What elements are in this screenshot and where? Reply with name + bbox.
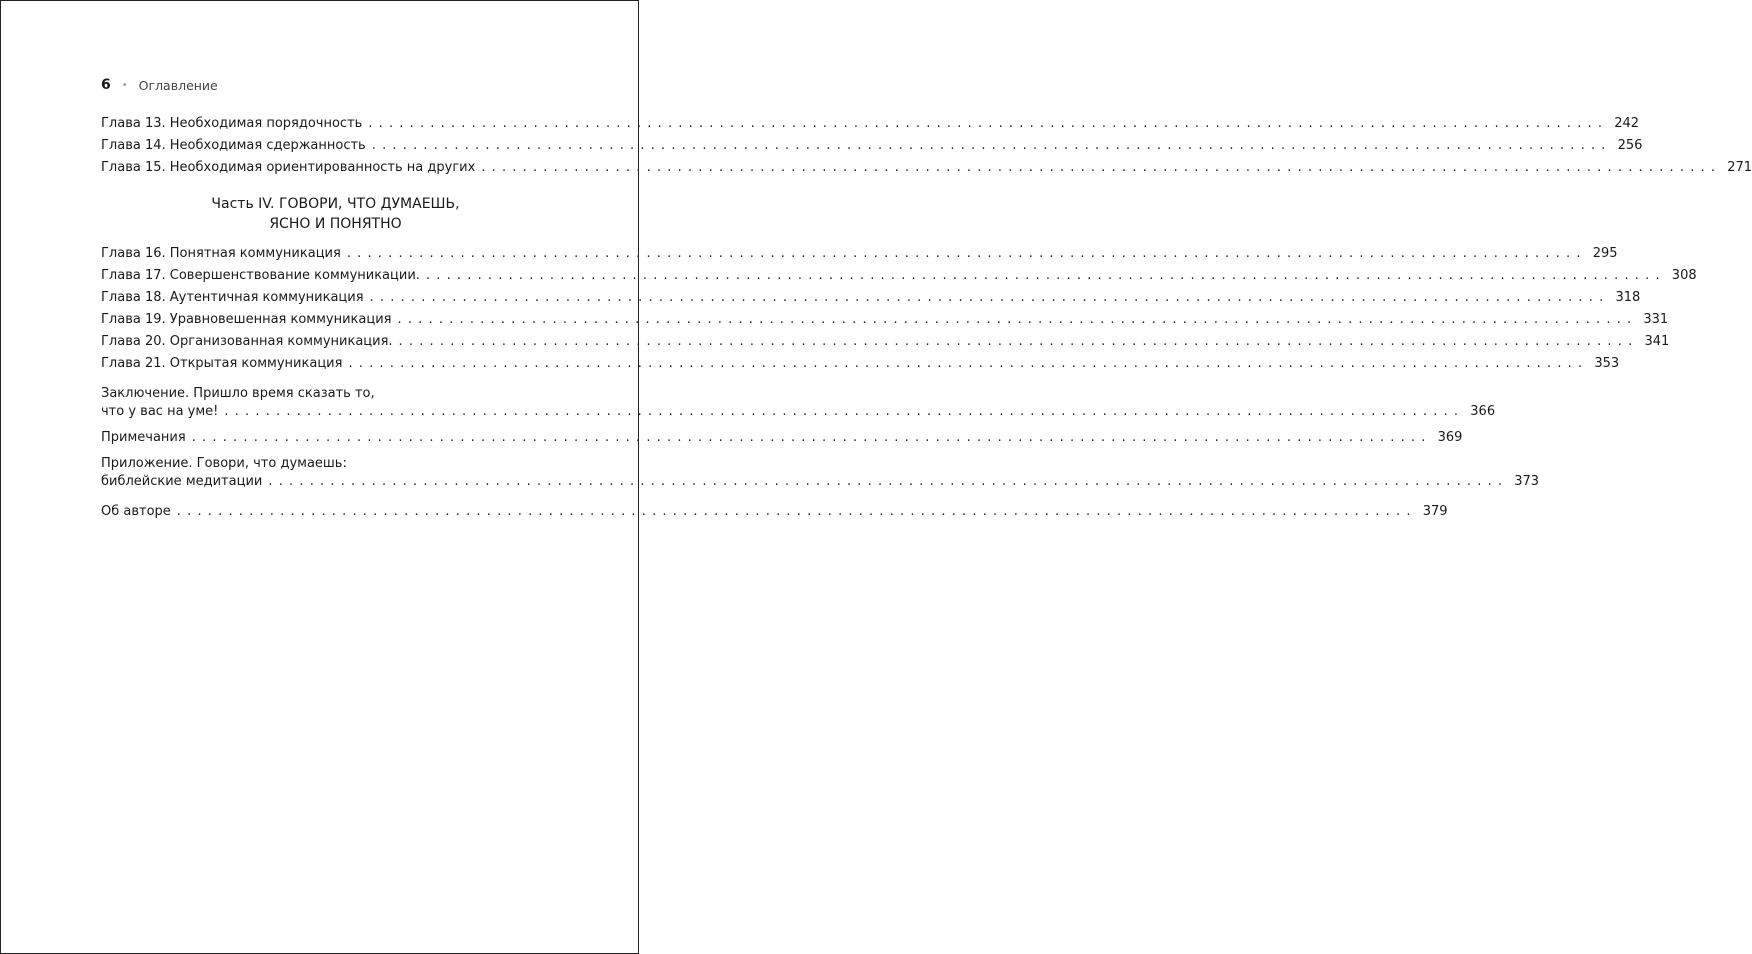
toc-entry-page: 373 [1514, 474, 1540, 489]
dot-leader: ........................................................................................................................ [368, 116, 1609, 131]
dot-leader: ........................................................................................................................ [371, 138, 1612, 153]
dot-leader: ........................................................................................................................ [224, 404, 1465, 419]
dot-leader: ........................................................................................................................ [398, 334, 1639, 349]
toc-entry-label: библейские медитации [101, 474, 263, 489]
toc-entry-page: 366 [1470, 404, 1496, 419]
toc-entry-appendix[interactable] [101, 471, 1540, 493]
dot-leader: ........................................................................................................................ [481, 160, 1722, 175]
toc-entry-ch17[interactable] [101, 265, 1697, 287]
toc-entry-page: 341 [1644, 334, 1670, 349]
toc-entry-ch16[interactable] [101, 243, 1618, 265]
toc-entry-ch21[interactable] [101, 353, 1620, 375]
toc-entry-notes[interactable] [101, 427, 1463, 449]
toc-entry-label: Глава 21. Открытая коммуникация [101, 356, 343, 371]
toc-entry-page: 318 [1615, 290, 1641, 305]
toc-entry-conclusion-line1: Заключение. Пришло время сказать то, [101, 386, 375, 401]
part-heading-line2: ЯСНО И ПОНЯТНО [269, 216, 402, 232]
toc-entry-page: 271 [1727, 160, 1752, 175]
toc-entry-label: Глава 16. Понятная коммуникация [101, 246, 341, 261]
toc-entry-ch13[interactable] [101, 113, 1640, 135]
toc-entry-appendix-line1: Приложение. Говори, что думаешь: [101, 456, 347, 471]
dot-leader: ........................................................................................................................ [397, 312, 1638, 327]
toc-entry-label: Об авторе [101, 504, 171, 519]
toc-entry-label: Глава 13. Необходимая порядочность [101, 116, 363, 131]
toc-entry-page: 369 [1437, 430, 1463, 445]
dot-leader: ........................................................................................................................ [268, 474, 1509, 489]
toc-entry-label: Глава 14. Необходимая сдержанность [101, 138, 366, 153]
toc-entry-label: Глава 15. Необходимая ориентированность на других [101, 160, 476, 175]
toc-entry-page: 331 [1643, 312, 1669, 327]
toc-entry-ch14[interactable] [101, 135, 1643, 157]
toc-entry-page: 379 [1422, 504, 1448, 519]
toc-entry-page: 242 [1614, 116, 1640, 131]
dot-leader: ........................................................................................................................ [191, 430, 1432, 445]
page-header [101, 77, 218, 93]
dot-leader: ........................................................................................................................ [425, 268, 1666, 283]
toc-entry-ch20[interactable] [101, 331, 1670, 353]
toc-entry-label: Примечания [101, 430, 186, 445]
running-title: Оглавление [138, 77, 218, 93]
toc-entry-label: Глава 18. Аутентичная коммуникация [101, 290, 364, 305]
toc-entry-label: Глава 20. Организованная коммуникация. [101, 334, 393, 349]
bullet-separator: • [121, 79, 128, 91]
toc-entry-label: что у вас на уме! [101, 404, 219, 419]
toc-entry-page: 256 [1617, 138, 1643, 153]
toc-entry-ch19[interactable] [101, 309, 1669, 331]
toc-entry-page: 353 [1594, 356, 1620, 371]
dot-leader: ........................................................................................................................ [346, 246, 1587, 261]
toc-entry-conclusion[interactable] [101, 401, 1496, 423]
dot-leader: ........................................................................................................................ [348, 356, 1589, 371]
part-heading-line1: Часть IV. ГОВОРИ, ЧТО ДУМАЕШЬ, [211, 196, 460, 212]
toc-entry-page: 295 [1592, 246, 1618, 261]
toc-entry-page: 308 [1671, 268, 1697, 283]
page-number: 6 [101, 77, 111, 93]
toc-entry-label: Глава 17. Совершенствование коммуникации. [101, 268, 420, 283]
toc-entry-ch18[interactable] [101, 287, 1641, 309]
dot-leader: ........................................................................................................................ [369, 290, 1610, 305]
toc-entry-ch15[interactable] [101, 157, 1752, 179]
toc-entry-about-author[interactable] [101, 501, 1448, 523]
toc-entry-label: Глава 19. Уравновешенная коммуникация [101, 312, 392, 327]
dot-leader: ........................................................................................................................ [176, 504, 1417, 519]
